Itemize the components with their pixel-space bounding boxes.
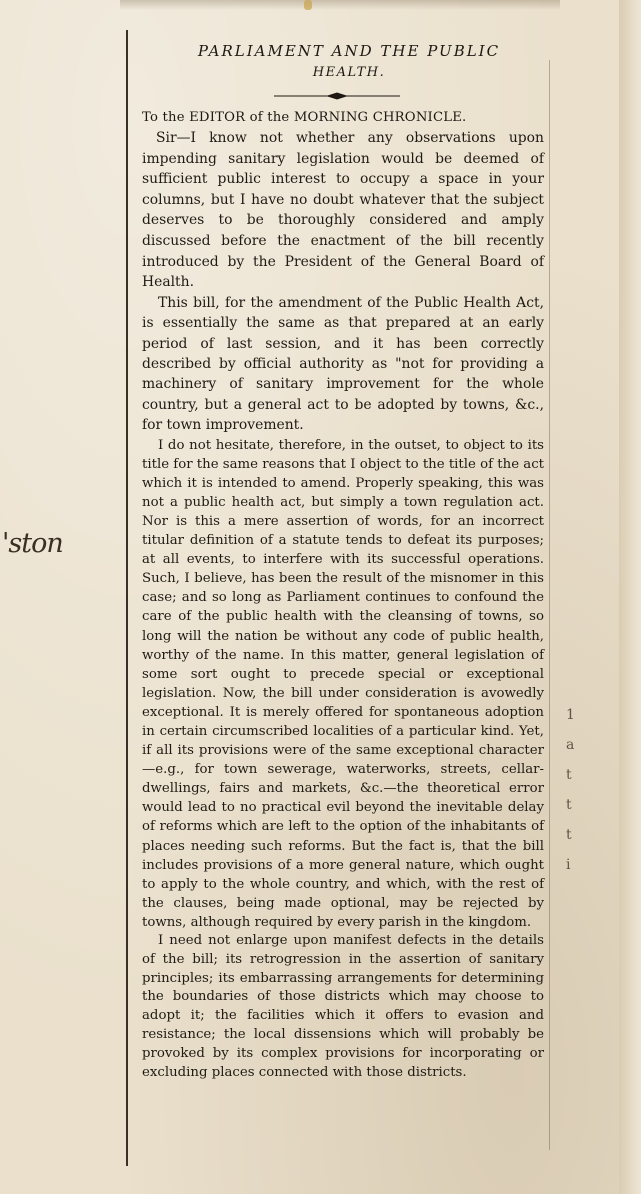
divider-ornament-icon xyxy=(274,92,400,100)
letter-body xyxy=(142,128,544,1082)
page-edge-strip xyxy=(619,0,641,1194)
clipping-right-edge xyxy=(549,60,550,1150)
paragraph-2: This bill, for the amendment of the Public Health Act, is essentially the same as that prepared at an early period of last session, and it has been correctly described by official authority as "not for providing a machinery of sanitary improvement for the whole country, but a general act to be adopted by towns, &c., for town improvement. xyxy=(142,294,544,434)
paragraph-4: I need not enlarge upon manifest defects in the details of the bill; its retrogression in the assertion of sanitary principles; its embarrassing arrangements for determining the boundaries of those districts which may choose to adopt it; the facilities which it offers to evasion and resistance; the local dissensions which will probably be provoked by its complex provisions for incorporating or excluding places connected with those districts. xyxy=(142,933,544,1080)
clipping-pin-mark xyxy=(304,0,312,10)
bleed-glyph: i xyxy=(566,857,571,873)
letter-salutation: To the EDITOR of the MORNING CHRONICLE. xyxy=(142,110,467,125)
bleed-glyph: 1 xyxy=(566,707,575,723)
article-heading-line-1: PARLIAMENT AND THE PUBLIC xyxy=(197,42,501,60)
margin-handwriting: 'ston xyxy=(2,528,63,559)
newspaper-clipping xyxy=(126,30,558,1166)
bleed-glyph: a xyxy=(566,737,575,753)
paragraph-3: I do not hesitate, therefore, in the outset, to object to its title for the same reasons that I object to the title of the act which it is intended to amend. Properly speaking, this was not a public health act, but simply a town regulation act. Nor is this a mere assertion of words, for an incorrect titular definition of a statute tends to defeat its purposes; at all events, to interfere with its successful operations. Such, I believe, has been the result of the misnomer in this case; and so long as Parliament continues to confound the care of the public health with the cleansing of towns, so long will the nation be without any code of public health, worthy of the name. In this matter, general legislation of some sort ought to precede special or exceptional legislation. Now, the bill under consideration is avowedly exceptional. It is merely offered for spontaneous adoption in certain circumscribed localities of a particular kind. Yet, if all its provisions were of the same exceptional character—e.g., for town sewerage, waterworks, streets, cellar-dwellings, fairs and markets, &c.—the theoretical error would lead to no practical evil beyond the inevitable delay of reforms which are left to the option of the inhabitants of places needing such reforms. But the fact is, that the bill includes provisions of a more general nature, which ought to apply to the whole country, and which, with the rest of the clauses, being made optional, may be rejected by towns, although required by every parish in the kingdom. xyxy=(142,437,545,930)
bleed-glyph: t xyxy=(566,827,572,843)
article-heading-line-2: HEALTH. xyxy=(312,65,386,80)
bleed-glyph: t xyxy=(566,797,572,813)
paragraph-1: Sir—I know not whether any observations upon impending sanitary legislation would be deemed of sufficient public interest to occupy a space in your columns, but I have no doubt whatever that the subject deserves to be thoroughly considered and amply discussed before the enactment of the bill recently introduced by the President of the General Board of Health. xyxy=(142,130,544,291)
adjacent-column-bleed xyxy=(566,700,596,880)
bleed-glyph: t xyxy=(566,767,572,783)
article-heading xyxy=(164,41,534,83)
clipping-top-shadow xyxy=(120,0,560,10)
